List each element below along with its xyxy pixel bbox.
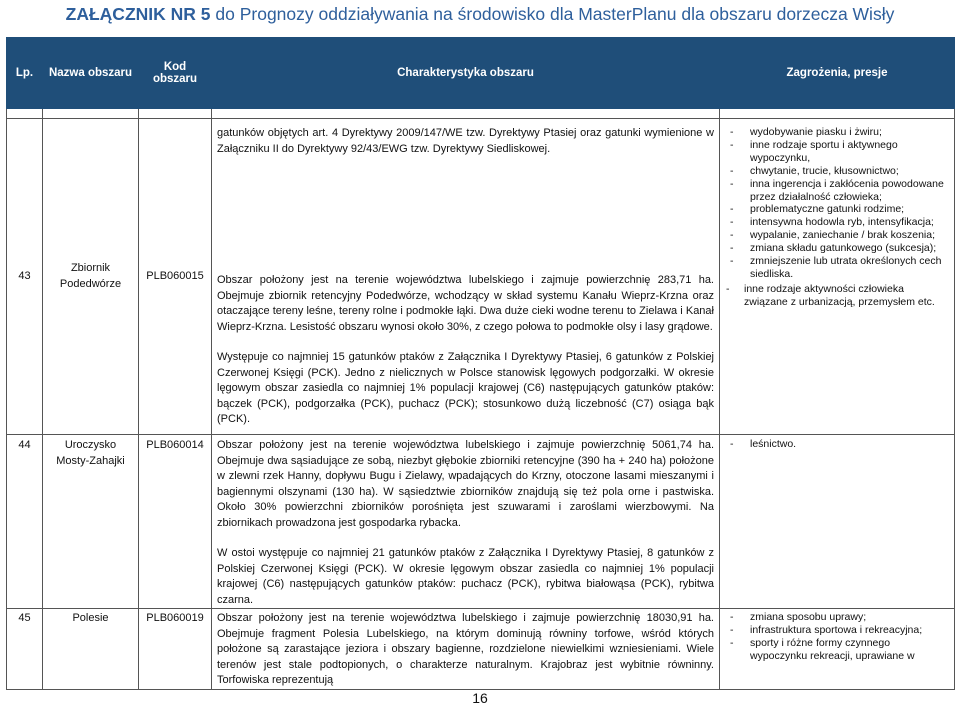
threat-item: - zmiana sposobu uprawy; [730, 611, 867, 623]
table-row [7, 119, 955, 435]
header-characteristics: Charakterystyka obszaru [212, 38, 720, 109]
description-paragraph: W ostoi występuje co najmniej 21 gatunków ptaków z Załącznika I Dyrektywy Ptasiej, 8 gatunków z Polskiej Czerwonej Księgi (PCK). W okresie lęgowym obszar zasiedla co najmniej 1% populacji krajowej (C6) następujących gatunków ptaków: puchacz (PCK), rybitwa białowąsa (PCK), rybitwa czarna. [217, 547, 714, 606]
threat-item: - zmiana składu gatunkowego (sukcesja); [730, 242, 937, 255]
row-lp: 45 [7, 609, 43, 690]
threat-item: - inna ingerencja i zakłócenia powodowane przez działalność człowieka; [730, 177, 944, 203]
row-code: PLB060015 [139, 119, 212, 435]
threat-item: - sporty i różne formy czynnego wypoczynku rekreacji, uprawiane w [730, 636, 915, 662]
threat-item: - infrastruktura sportowa i rekreacyjna; [730, 623, 923, 636]
row-description [212, 435, 720, 609]
threats-list [726, 126, 950, 309]
threat-item: - intensywna hodowla ryb, intensyfikacja; [730, 216, 934, 229]
threat-item: - wydobywanie piasku i żwiru; [730, 126, 882, 138]
row-threats [720, 435, 955, 609]
table-row [7, 435, 955, 609]
header-code: Kod obszaru [139, 38, 212, 109]
row-lp: 43 [7, 119, 43, 435]
page-number: 16 [472, 690, 488, 706]
row-code: PLB060019 [139, 609, 212, 690]
threat-item: - wypalanie, zaniechanie / brak koszenia; [730, 229, 936, 242]
threats-list [726, 438, 950, 451]
document-title: ZAŁĄCZNIK NR 5 do Prognozy oddziaływania na środowisko dla MasterPlanu dla obszaru dorzecza Wisły [65, 4, 895, 24]
header-threats: Zagrożenia, presje [720, 38, 955, 109]
table-header-row [7, 38, 955, 109]
threats-list [726, 611, 950, 663]
threat-item: - inne rodzaje sportu i aktywnego wypoczynku, [730, 138, 898, 164]
row-name: Zbiornik Podedwórze [43, 119, 139, 435]
row-lp: 44 [7, 435, 43, 609]
description-paragraph: gatunków objętych art. 4 Dyrektywy 2009/147/WE tzw. Dyrektywy Ptasiej oraz gatunki wymienione w Załączniku II do Dyrektywy 92/43/EWG tzw. Dyrektywy Siedliskowej. [217, 127, 714, 155]
row-code: PLB060014 [139, 435, 212, 609]
threat-item: - leśnictwo. [730, 438, 797, 450]
threat-item: - zmniejszenie lub utrata określonych cech siedliska. [730, 255, 942, 280]
description-paragraph: Obszar położony jest na terenie województwa lubelskiego i zajmuje powierzchnię 283,71 ha. Obejmuje zbiornik retencyjny Podedwórze, wchodzący w skład systemu Kanału Wieprz-Krzna oraz otaczające tereny leśne, tereny rolne i podmokłe łąki. Dwa duże cieki wodne terenu to Zielawa i Kanał Wieprz-Krzna. Lesistość obszaru wynosi około 30%, z czego połowa to podmokłe olsy i lasy grądowe. [217, 274, 714, 333]
row-name: Uroczysko Mosty-Zahajki [43, 435, 139, 609]
threat-item: - problematyczne gatunki rodzime; [730, 203, 905, 216]
row-threats [720, 119, 955, 435]
header-name: Nazwa obszaru [43, 38, 139, 109]
natura-areas-table [6, 37, 955, 690]
row-description [212, 609, 720, 690]
threat-item: - chwytanie, trucie, kłusownictwo; [730, 164, 899, 177]
table-row [7, 609, 955, 690]
header-lp: Lp. [7, 38, 43, 109]
description-paragraph: Obszar położony jest na terenie województwa lubelskiego i zajmuje powierzchnię 5061,74 ha. Obejmuje dwa sąsiadujące ze sobą, niezbyt głębokie zbiorniki retencyjne (390 ha + 240 ha) położone w zlewni rzek Hanny, dopływu Bugu i Zielawy, wpadających do Krzny, otoczone lasami mieszanymi i bagiennymi olszynami (130 ha). W sąsiedztwie zbiorników znajdują się też pola orne i pastwiska. Około 30% powierzchni zbiorników porośnięta jest szuwarami i zaroślami wierzbowymi. Na zbiornikach prowadzona jest gospodarka rybacka. [217, 439, 714, 529]
description-paragraph: Występuje co najmniej 15 gatunków ptaków z Załącznika I Dyrektywy Ptasiej, 6 gatunków z Polskiej Czerwonej Księgi (PCK). Jedno z nielicznych w Polsce stanowisk lęgowych podgorzałki. W okresie lęgowym obszar zasiedla co najmniej 1% populacji krajowej (C6) następujących gatunków ptaków: bączek (PCK), podgorzałka (PCK), puchacz (PCK); stosunkowo dużą liczebność (C7) osiąga bąk (PCK). [217, 351, 714, 425]
description-paragraph: Obszar położony jest na terenie województwa lubelskiego i zajmuje powierzchnię 18030,91 ha. Obejmuje fragment Polesia Lubelskiego, na którym dominują równiny torfowe, wśród których położone są zarastające jeziora i obszary bagienne, rozdzielone niewielkimi wzniesieniami. Wiele terenów jest stale podtopionych, o charakterze naturalnym. Krajobraz jest wybitnie równinny. Torfowiska reprezentują [217, 612, 714, 686]
threat-item: - inne rodzaje aktywności człowieka związane z urbanizacją, przemysłem etc. [726, 282, 935, 308]
row-description [212, 119, 720, 435]
row-threats [720, 609, 955, 690]
header-spacer-row [7, 109, 955, 119]
row-name: Polesie [43, 609, 139, 690]
